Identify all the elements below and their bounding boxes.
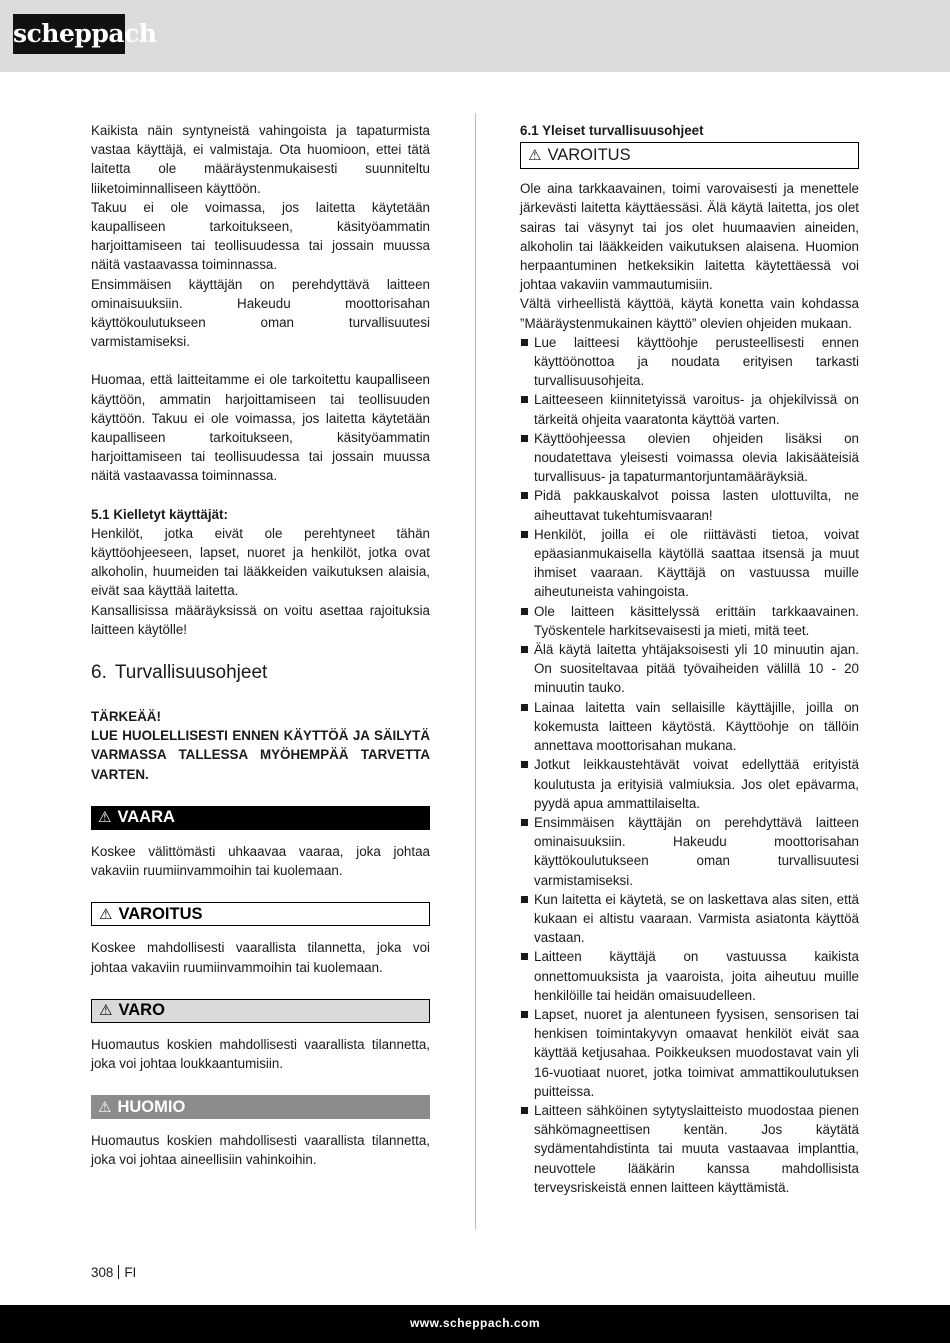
paragraph: Ensimmäisen käyttäjän on perehdyttävä laitteen ominaisuuksiin. Hakeudu moottorisahan käyttökoulutukseen oman turvallisuutesi varmistamiseksi. — [91, 276, 430, 350]
scheppach-logo: scheppach — [13, 14, 125, 54]
section-number: 6. — [91, 662, 107, 684]
website-url: www.scheppach.com — [409, 1316, 541, 1330]
warning-triangle-icon: ⚠ — [528, 146, 542, 165]
warning-text: Koskee mahdollisesti vaarallista tilannetta, joka voi johtaa vakaviin ruumiinvammoihin tai kuolemaan. — [91, 940, 430, 975]
important-text: LUE HUOLELLISESTI ENNEN KÄYTTÖÄ JA SÄILYTÄ VARMASSA TALLESSA MYÖHEMPÄÄ TARVETTA VARTEN. — [91, 728, 430, 782]
caution-text: Huomautus koskien mahdollisesti vaarallista tilannetta, joka voi johtaa loukkaantumisiin. — [91, 1036, 430, 1071]
warning-box — [520, 142, 859, 169]
list-item: Ensimmäisen käyttäjän on perehdyttävä laitteen ominaisuuksiin. Hakeudu moottorisahan käyttökoulutukseen oman turvallisuutesi varmistamiseksi. — [520, 813, 859, 890]
page-number — [91, 1265, 136, 1280]
important-label: TÄRKEÄÄ! — [91, 709, 161, 725]
right-column — [520, 121, 859, 1197]
warning-triangle-icon: ⚠ — [99, 904, 113, 923]
list-item: Pidä pakkauskalvot poissa lasten ulottuvilta, ne aiheuttavat tukehtumisvaaran! — [520, 486, 859, 524]
list-item: Lainaa laitetta vain sellaisille käyttäjille, joilla on kokemusta laitteen käytöstä. Käyttöohje on tällöin annettava moottorisahan mukana. — [520, 698, 859, 756]
section-heading — [91, 661, 430, 685]
list-item: Kun laitetta ei käytetä, se on laskettava alas siten, että kukaan ei altistu vaaraan. Varmista asiatonta käyttöä vastaan. — [520, 890, 859, 948]
page-number-separator — [118, 1265, 119, 1279]
safety-list — [520, 333, 859, 1197]
section-title: Turvallisuusohjeet — [114, 662, 268, 684]
paragraph: Huomaa, että laitteitamme ei ole tarkoitettu kaupalliseen käyttöön, ammatin harjoittamiseen tai teollisuuden käyttöön. Takuu ei ole voimassa, jos laitetta käytetään kaupalliseen tarkoitukseen, käsityöammatin harjoittamiseen tai teollisuudessa tai jossain muussa näitä vastaavassa toiminnassa. — [91, 372, 430, 484]
list-item: Ole laitteen käsittelyssä erittäin tarkkaavainen. Työskentele harkitsevaisesti ja mieti, mitä teet. — [520, 602, 859, 640]
paragraph: Vältä virheellistä käyttöä, käytä konetta vain kohdassa ”Määräystenmukainen käyttö” olevien ohjeiden mukaan. — [520, 296, 859, 331]
paragraph: Henkilöt, jotka eivät ole perehtyneet tähän käyttöohjeeseen, lapset, nuoret ja henkilöt, jotka ovat alkoholin, huumeiden tai lääkkeiden vaikutuksen alaisia, eivät saa käyttää laitetta. — [91, 525, 430, 599]
list-item: Lue laitteesi käyttöohje perusteellisesti ennen käyttöönottoa ja noudata erityisen tarkasti turvallisuusohjeita. — [520, 333, 859, 391]
list-item: Laitteen käyttäjä on vastuussa kaikista onnettomuuksista ja vaaroista, joita aiheutuu muille henkilöille tai heidän omaisuudelleen. — [520, 947, 859, 1005]
list-item: Älä käytä laitetta yhtäjaksoisesti yli 10 minuutin ajan. On suositeltavaa pitää työvaiheiden välillä 10 - 20 minuutin tauko. — [520, 640, 859, 698]
warning-box — [91, 902, 430, 926]
list-item: Lapset, nuoret ja alentuneen fyysisen, sensorisen tai henkisen toimintakyvyn omaavat henkilöt eivät saa käyttää ketjusahaa. Poikkeuksen muodostavat vain yli 16-vuotiaat nuoret, jotka toimivat ammattikoulutuksen puitteissa. — [520, 1005, 859, 1101]
danger-text: Koskee välittömästi uhkaavaa vaaraa, joka johtaa vakaviin ruumiinvammoihin tai kuolemaan. — [91, 843, 430, 879]
list-item: Laitteen sähköinen sytytyslaitteisto muodostaa pienen sähkömagneettisen kentän. Jos käytätä sydämentahdistinta tai muuta vastaavaa implanttia, neuvottele lääkärin kanssa mahdollisista terveysriskeistä ennen laitteen käyttämistä. — [520, 1101, 859, 1197]
list-item: Henkilöt, joilla ei ole riittävästi tietoa, voivat epäasianmukaisella käytöllä saattaa itsensä ja muut ihmiset vaaraan. Käyttäjä on vastuussa muille aiheutuneista vahingoista. — [520, 525, 859, 602]
column-divider — [475, 113, 476, 1230]
language-code: FI — [124, 1265, 137, 1280]
list-item: Jotkut leikkaustehtävät voivat edellyttää erityistä koulutusta ja erityisiä valmiuksia. Jos olet epävarma, pyydä apua ammattilaiselta. — [520, 755, 859, 813]
warning-triangle-icon: ⚠ — [99, 1001, 113, 1020]
list-item: Käyttöohjeessa olevien ohjeiden lisäksi on noudatettava yleisesti voimassa olevia lakisääteisiä turvallisuus- ja tapaturmantorjuntamääräyksiä. — [520, 429, 859, 487]
paragraph: Ole aina tarkkaavainen, toimi varovaisesti ja menettele järkevästi laitetta käyttäessäsi. Älä käytä laitetta, jos olet sairas tai väsynyt tai jos olet huumaavien aineiden, alkoholin tai lääkkeiden vaikutuksen alaisena. Huomion herpaantuminen hetkeksikin laitetta käytettäessä voi johtaa vakaviin vammautumisiin. — [520, 181, 859, 293]
warning-triangle-icon: ⚠ — [98, 808, 112, 827]
warning-triangle-icon: ⚠ — [98, 1097, 112, 1116]
notice-text: Huomautus koskien mahdollisesti vaarallista tilannetta, joka voi johtaa aineellisiin vahinkoihin. — [91, 1133, 430, 1168]
page-header — [0, 0, 950, 72]
list-item: Laitteeseen kiinnitetyissä varoitus- ja ohjekilvissä on tärkeitä ohjeita vaaratonta käyttöä varten. — [520, 390, 859, 428]
warning-label: VAROITUS — [118, 904, 203, 923]
warning-label: VAROITUS — [547, 146, 631, 165]
subheading-5-1: 5.1 Kielletyt käyttäjät: — [91, 506, 228, 522]
paragraph: Kansallisissa määräyksissä on voitu asettaa rajoituksia laitteen käytölle! — [91, 602, 430, 637]
subheading-6-1: 6.1 Yleiset turvallisuusohjeet — [520, 123, 704, 138]
danger-box — [91, 806, 430, 830]
left-column — [91, 121, 430, 1170]
paragraph: Kaikista näin syntyneistä vahingoista ja tapaturmista vastaa käyttäjä, ei valmistaja. Ota huomioon, ettei tätä laitetta ole määräystenmukaisesti suunniteltu liiketoiminnalliseen käyttöön. — [91, 123, 430, 196]
caution-label: VARO — [118, 1001, 165, 1020]
page-number-value: 308 — [91, 1265, 114, 1280]
caution-box — [91, 999, 430, 1023]
paragraph: Takuu ei ole voimassa, jos laitetta käytetään kaupalliseen tarkoitukseen, käsityöammatin harjoittamiseen tai teollisuudessa tai jossain muussa näitä vastaavassa toiminnassa. — [91, 199, 430, 273]
danger-label: VAARA — [117, 808, 175, 827]
page-footer — [0, 1305, 950, 1343]
notice-box — [91, 1095, 430, 1119]
notice-label: HUOMIO — [117, 1097, 186, 1116]
